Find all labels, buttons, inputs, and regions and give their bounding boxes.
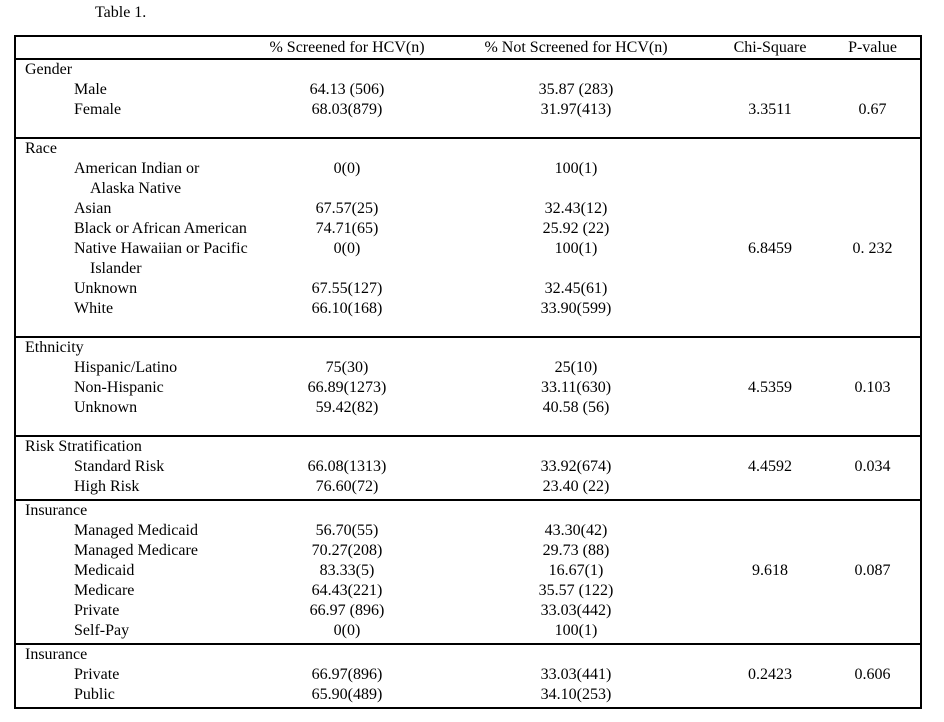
row-label (15, 358, 257, 378)
table-row (15, 378, 921, 398)
cell-not-screened: 29.73 (88) (542, 542, 610, 559)
cell-screened: 56.70(55) (315, 522, 379, 539)
row-label-line1: Native Hawaiian or Pacific (74, 240, 248, 257)
section-label: Ethnicity (25, 339, 84, 356)
table-section (15, 138, 921, 337)
section-header-row (15, 337, 921, 358)
cell-screened: 0(0) (333, 240, 361, 257)
cell-screened: 0(0) (333, 622, 361, 639)
cell-p-value (825, 685, 921, 708)
row-label-line1: Unknown (74, 399, 138, 416)
row-label (15, 541, 257, 561)
table-section (15, 500, 921, 644)
row-label-line1: American Indian or (74, 160, 200, 177)
table-row (15, 398, 921, 418)
cell-screened: 66.89(1273) (307, 379, 387, 396)
row-label (15, 477, 257, 500)
row-label-line1: Black or African American (74, 220, 247, 237)
cell-screened: 75(30) (325, 359, 369, 376)
cell-chi-square (715, 80, 825, 100)
cell-p-value (825, 477, 921, 500)
section-label: Insurance (25, 502, 88, 519)
row-label-line1: Male (74, 81, 107, 98)
cell-screened: 70.27(208) (311, 542, 383, 559)
row-label-line1: Managed Medicare (74, 542, 198, 559)
row-label (15, 199, 257, 219)
row-label (15, 299, 257, 319)
cell-p-value (825, 279, 921, 299)
cell-chi-square (715, 685, 825, 708)
cell-chi-square: 9.618 (752, 562, 788, 579)
cell-p-value: 0. 232 (852, 240, 893, 257)
cell-not-screened: 32.43(12) (544, 200, 608, 217)
cell-chi-square: 6.8459 (748, 240, 792, 257)
row-label-line2: Islander (90, 260, 142, 277)
cell-p-value (825, 358, 921, 378)
cell-chi-square: 3.3511 (748, 101, 792, 118)
table-row (15, 541, 921, 561)
table-row (15, 581, 921, 601)
table-section (15, 644, 921, 708)
cell-screened: 66.10(168) (311, 300, 383, 317)
cell-screened: 68.03(879) (311, 101, 383, 118)
row-label-line1: Managed Medicaid (74, 522, 198, 539)
cell-p-value (825, 581, 921, 601)
cell-chi-square: 0.2423 (748, 666, 792, 683)
cell-p-value: 0.034 (854, 458, 891, 475)
row-label (15, 601, 257, 621)
table-row (15, 665, 921, 685)
cell-screened: 76.60(72) (315, 478, 379, 495)
section-spacer-row (15, 418, 921, 436)
section-header-row (15, 644, 921, 665)
row-label (15, 685, 257, 708)
cell-not-screened: 33.11(630) (540, 379, 612, 396)
cell-not-screened: 35.57 (122) (538, 582, 614, 599)
table-row (15, 279, 921, 299)
cell-screened: 66.97(896) (311, 666, 383, 683)
hcv-screening-table (14, 35, 922, 709)
cell-screened: 59.42(82) (315, 399, 379, 416)
column-header-screened: % Screened for HCV(n) (257, 36, 437, 59)
section-header-row (15, 500, 921, 521)
cell-not-screened: 25.92 (22) (542, 220, 610, 237)
cell-p-value (825, 219, 921, 239)
cell-screened: 0(0) (333, 160, 361, 177)
cell-screened: 66.08(1313) (307, 458, 387, 475)
cell-p-value (825, 621, 921, 644)
row-label (15, 398, 257, 418)
cell-screened: 67.57(25) (315, 200, 379, 217)
table-title: Table 1. (95, 4, 147, 21)
cell-p-value (825, 159, 921, 199)
row-label-line1: Asian (74, 200, 112, 217)
cell-chi-square (715, 541, 825, 561)
cell-screened: 67.55(127) (311, 280, 383, 297)
cell-not-screened: 100(1) (554, 160, 598, 177)
cell-not-screened: 32.45(61) (544, 280, 608, 297)
row-label-line1: High Risk (74, 478, 140, 495)
row-label (15, 279, 257, 299)
cell-chi-square: 4.5359 (748, 379, 792, 396)
cell-p-value: 0.087 (854, 562, 891, 579)
cell-screened: 74.71(65) (315, 220, 379, 237)
cell-not-screened: 31.97(413) (540, 101, 612, 118)
cell-not-screened: 16.67(1) (548, 562, 604, 579)
cell-chi-square (715, 159, 825, 199)
cell-screened: 64.43(221) (311, 582, 383, 599)
section-label: Gender (25, 61, 73, 78)
table-row (15, 521, 921, 541)
cell-not-screened: 33.90(599) (540, 300, 612, 317)
row-label-line1: Hispanic/Latino (74, 359, 178, 376)
cell-chi-square (715, 199, 825, 219)
cell-p-value: 0.67 (858, 101, 887, 118)
table-header-row (15, 36, 921, 59)
cell-not-screened: 33.03(442) (540, 602, 612, 619)
cell-not-screened: 35.87 (283) (538, 81, 614, 98)
cell-p-value (825, 398, 921, 418)
section-header-row (15, 436, 921, 457)
cell-not-screened: 43.30(42) (544, 522, 608, 539)
table-row (15, 159, 921, 199)
row-label-line1: Self-Pay (74, 622, 130, 639)
cell-chi-square (715, 521, 825, 541)
section-label: Risk Stratification (25, 438, 142, 455)
row-label-line1: Medicaid (74, 562, 135, 579)
row-label-line1: White (74, 300, 114, 317)
cell-chi-square (715, 621, 825, 644)
table-section (15, 436, 921, 500)
section-header-row (15, 138, 921, 159)
cell-chi-square (715, 581, 825, 601)
row-label-line1: Medicare (74, 582, 135, 599)
table-row (15, 199, 921, 219)
row-label (15, 239, 257, 279)
section-label: Race (25, 140, 57, 157)
cell-p-value (825, 80, 921, 100)
section-spacer (15, 120, 921, 138)
cell-p-value: 0.606 (854, 666, 891, 683)
row-label-line1: Private (74, 666, 120, 683)
cell-p-value (825, 199, 921, 219)
row-label (15, 457, 257, 477)
cell-not-screened: 100(1) (554, 622, 598, 639)
cell-chi-square: 4.4592 (748, 458, 792, 475)
row-label (15, 665, 257, 685)
row-label-line1: Female (74, 101, 122, 118)
row-label (15, 100, 257, 120)
cell-p-value: 0.103 (854, 379, 891, 396)
table-row (15, 219, 921, 239)
row-label (15, 561, 257, 581)
cell-chi-square (715, 477, 825, 500)
table-row (15, 457, 921, 477)
table-row (15, 100, 921, 120)
table-row (15, 621, 921, 644)
table-row (15, 561, 921, 581)
column-header-not-screened: % Not Screened for HCV(n) (437, 36, 715, 59)
row-label (15, 581, 257, 601)
cell-chi-square (715, 279, 825, 299)
table-row (15, 477, 921, 500)
cell-chi-square (715, 601, 825, 621)
row-label (15, 219, 257, 239)
section-label: Insurance (25, 646, 88, 663)
cell-not-screened: 34.10(253) (540, 686, 612, 703)
table-section (15, 337, 921, 436)
cell-not-screened: 33.92(674) (540, 458, 612, 475)
row-label (15, 159, 257, 199)
cell-not-screened: 40.58 (56) (542, 399, 610, 416)
cell-not-screened: 100(1) (554, 240, 598, 257)
column-header-p-value: P-value (825, 36, 921, 59)
row-label (15, 621, 257, 644)
table-row (15, 601, 921, 621)
cell-not-screened: 23.40 (22) (542, 478, 610, 495)
row-label-line1: Private (74, 602, 120, 619)
cell-not-screened: 25(10) (554, 359, 598, 376)
row-label (15, 521, 257, 541)
section-header-row (15, 59, 921, 80)
table-row (15, 80, 921, 100)
cell-screened: 83.33(5) (319, 562, 375, 579)
cell-chi-square (715, 219, 825, 239)
table-row (15, 685, 921, 708)
row-label-line1: Standard Risk (74, 458, 165, 475)
cell-screened: 64.13 (506) (309, 81, 385, 98)
section-spacer-row (15, 120, 921, 138)
row-label-line2: Alaska Native (90, 180, 182, 197)
cell-p-value (825, 601, 921, 621)
cell-screened: 66.97 (896) (309, 602, 385, 619)
column-header-chi-square: Chi-Square (715, 36, 825, 59)
section-spacer (15, 319, 921, 337)
cell-chi-square (715, 398, 825, 418)
cell-screened: 65.90(489) (311, 686, 383, 703)
cell-chi-square (715, 358, 825, 378)
row-label (15, 80, 257, 100)
section-spacer (15, 418, 921, 436)
row-label (15, 378, 257, 398)
cell-chi-square (715, 299, 825, 319)
cell-p-value (825, 541, 921, 561)
table-section (15, 59, 921, 138)
column-header-blank (15, 36, 257, 59)
cell-p-value (825, 299, 921, 319)
table-row (15, 239, 921, 279)
cell-not-screened: 33.03(441) (540, 666, 612, 683)
row-label-line1: Public (74, 686, 115, 703)
row-label-line1: Unknown (74, 280, 138, 297)
cell-p-value (825, 521, 921, 541)
row-label-line1: Non-Hispanic (74, 379, 164, 396)
table-row (15, 299, 921, 319)
table-row (15, 358, 921, 378)
section-spacer-row (15, 319, 921, 337)
